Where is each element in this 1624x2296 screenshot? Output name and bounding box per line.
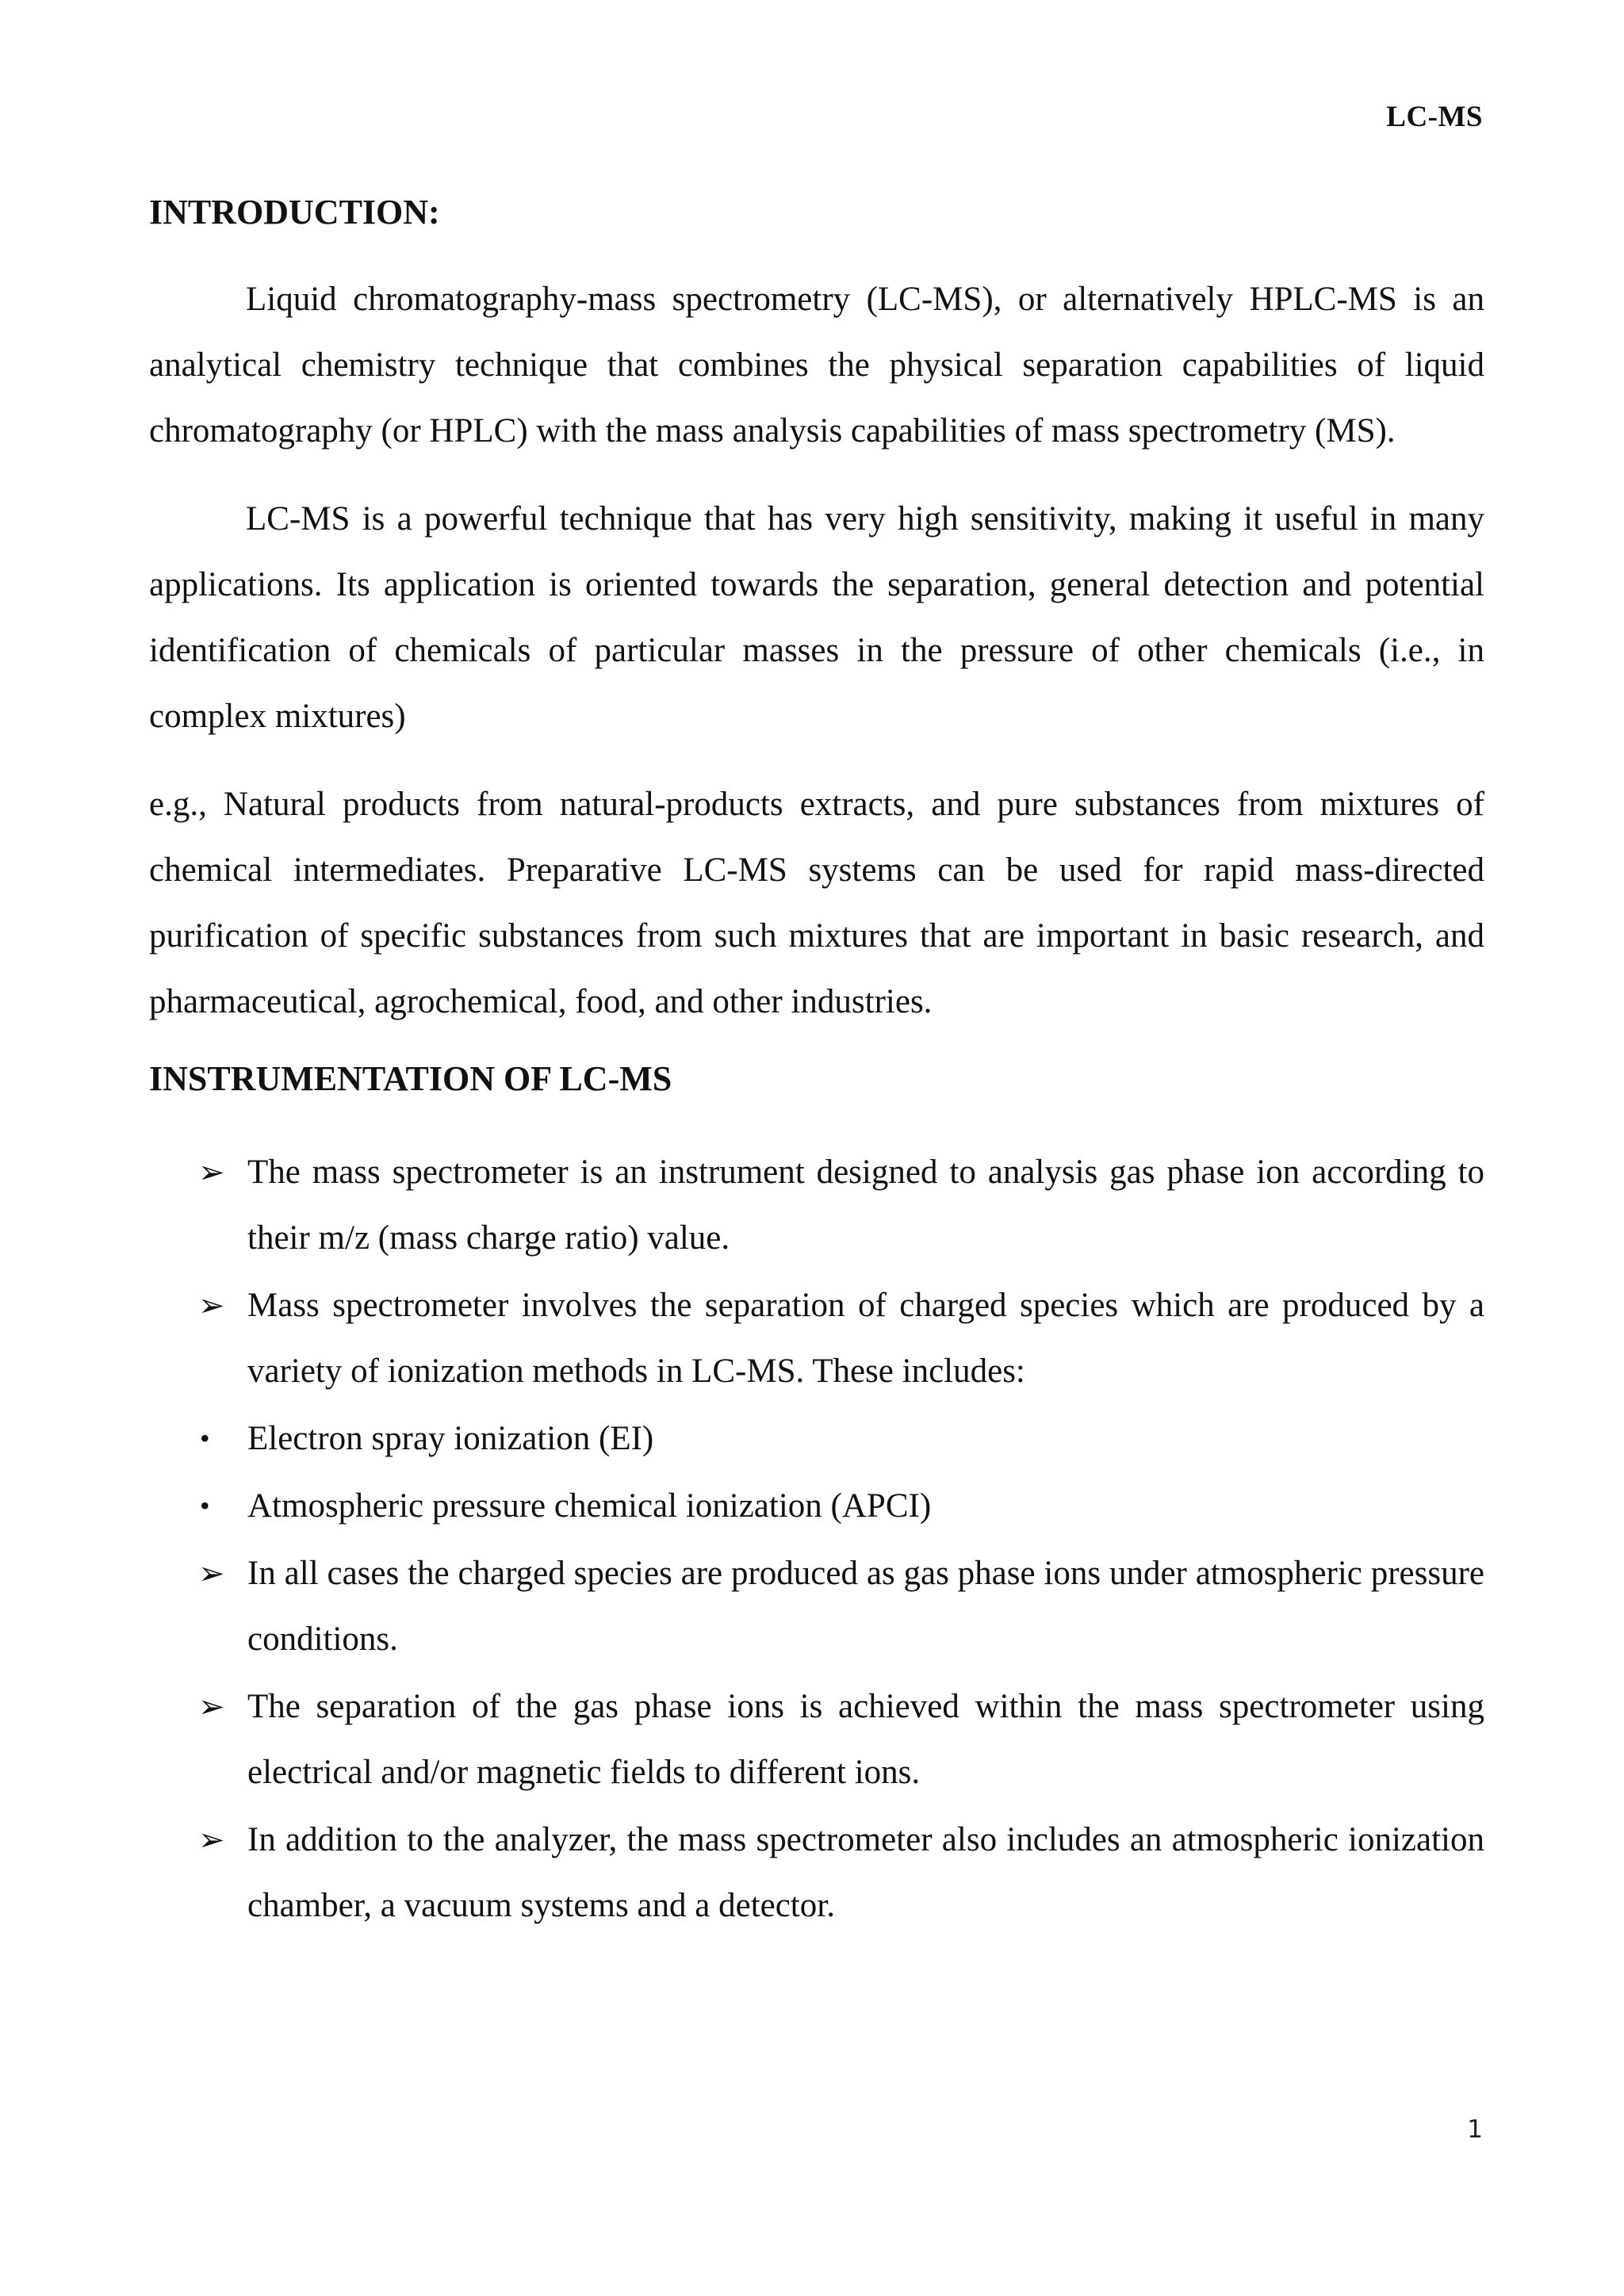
running-header: LC-MS xyxy=(1386,101,1483,133)
introduction-paragraph-1: Liquid chromatography-mass spectrometry (LC-MS), or alternatively HPLC-MS is an analytical chemistry technique that combines the physical separation capabilities of liquid chromatography (or HPLC) with the mass analysis capabilities of mass spectrometry (MS). xyxy=(149,281,1484,450)
list-item xyxy=(149,1272,1484,1404)
list-item xyxy=(149,1139,1484,1271)
introduction-heading: INTRODUCTION: xyxy=(149,193,440,232)
page-number: 1 xyxy=(1467,2115,1483,2144)
list-item xyxy=(149,1473,1484,1539)
list-item xyxy=(149,1674,1484,1805)
arrow-bullet-icon: ➢ xyxy=(198,1689,225,1724)
arrow-bullet-icon: ➢ xyxy=(198,1556,225,1591)
list-item-text: In all cases the charged species are produced as gas phase ions under atmospheric pressure conditions. xyxy=(247,1555,1484,1658)
arrow-bullet-icon: ➢ xyxy=(198,1288,225,1323)
introduction-paragraph-2: LC-MS is a powerful technique that has very high sensitivity, making it useful in many applications. Its application is oriented towards the separation, general detection and potential identification of chemicals of particular masses in the pressure of other chemicals (i.e., in complex mixtures) xyxy=(149,500,1484,735)
list-item xyxy=(149,1807,1484,1938)
introduction-paragraph-3: e.g., Natural products from natural-products extracts, and pure substances from mixtures of chemical intermediates. Preparative LC-MS systems can be used for rapid mass-directed purification of specific substances from such mixtures that are important in basic research, and pharmaceutical, agrochemical, food, and other industries. xyxy=(149,786,1484,1020)
list-item-text: The separation of the gas phase ions is achieved within the mass spectrometer using electrical and/or magnetic fields to different ions. xyxy=(247,1688,1484,1791)
instrumentation-list xyxy=(149,1139,1484,1938)
arrow-bullet-icon: ➢ xyxy=(198,1154,225,1190)
instrumentation-heading: INSTRUMENTATION OF LC-MS xyxy=(149,1059,672,1098)
list-item xyxy=(149,1540,1484,1672)
dot-bullet-icon: • xyxy=(200,1422,210,1454)
list-item-text: Atmospheric pressure chemical ionization (APCI) xyxy=(247,1487,932,1525)
page-content xyxy=(149,190,1484,1940)
list-item-text: The mass spectrometer is an instrument designed to analysis gas phase ion according to their m/z (mass charge ratio) value. xyxy=(247,1154,1484,1257)
list-item-text: Electron spray ionization (EI) xyxy=(247,1420,654,1457)
list-item-text: In addition to the analyzer, the mass spectrometer also includes an atmospheric ionization chamber, a vacuum systems and a detector. xyxy=(247,1821,1484,1924)
arrow-bullet-icon: ➢ xyxy=(198,1822,225,1858)
list-item xyxy=(149,1406,1484,1471)
list-item-text: Mass spectrometer involves the separation of charged species which are produced by a variety of ionization methods in LC-MS. These includes: xyxy=(247,1287,1484,1390)
dot-bullet-icon: • xyxy=(200,1490,210,1521)
